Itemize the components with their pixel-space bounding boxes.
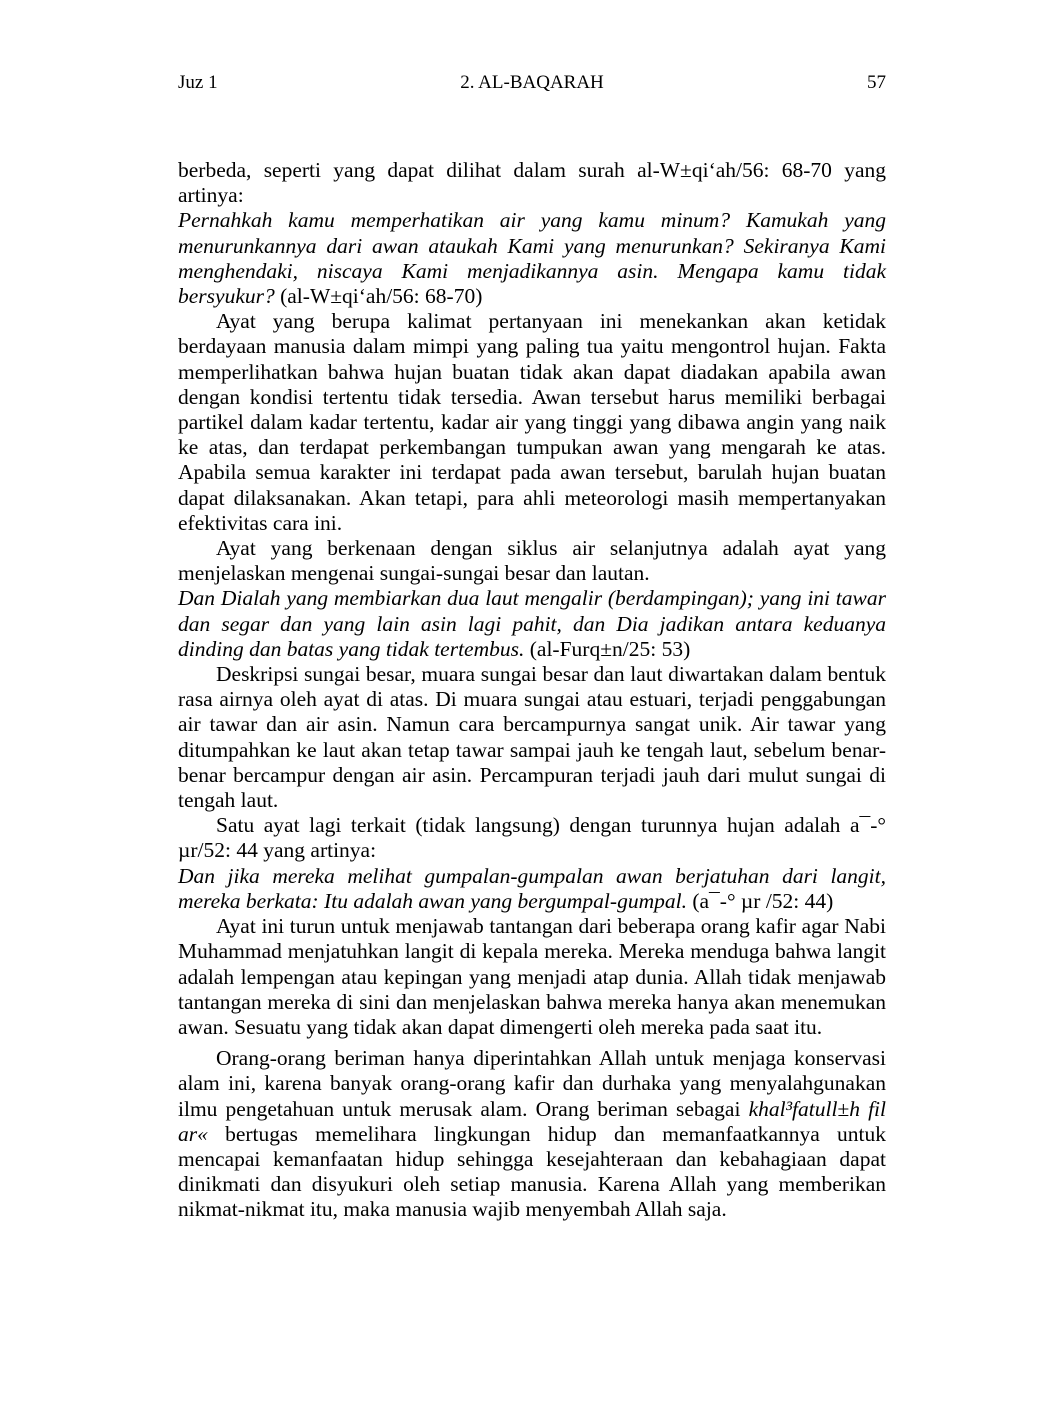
quote-2-text: Dan Dialah yang membiarkan dua laut mengalir (berdampingan); yang ini tawar dan segar dan yang lain asin lagi pahit, dan Dia jadikan antara keduanya dinding dan batas yang tidak tertembus. [178, 586, 886, 661]
paragraph-4: Deskripsi sungai besar, muara sungai besar dan laut diwartakan dalam bentuk rasa airnya oleh ayat di atas. Di muara sungai atau estuari, terjadi penggabungan air tawar dan air asin. Namun cara bercampurnya sangat unik. Air tawar yang ditumpahkan ke laut akan tetap tawar sampai jauh ke tengah laut, sebelum benar-benar bercampur dengan air asin. Percampuran terjadi jauh dari mulut sungai di tengah laut. [178, 662, 886, 813]
paragraph-5: Satu ayat lagi terkait (tidak langsung) dengan turunnya hujan adalah a¯-° µr/52: 44 yang artinya: [178, 813, 886, 863]
paragraph-1: berbeda, seperti yang dapat dilihat dalam surah al-W±qi‘ah/56: 68-70 yang artinya: [178, 158, 886, 208]
paragraph-7-start: Orang-orang beriman hanya diperintahkan Allah untuk menjaga konservasi alam ini, karena banyak orang-orang kafir dan durhaka yang menyalahgunakan ilmu pengetahuan untuk merusak alam. Orang beriman sebagai [178, 1046, 886, 1121]
juz-label: Juz 1 [178, 72, 218, 93]
chapter-title: 2. AL-BAQARAH [460, 72, 604, 93]
quran-quote-2 [178, 586, 886, 662]
paragraph-7-end: bertugas memelihara lingkungan hidup dan memanfaatkannya untuk mencapai kemanfaatan hidup sehingga kesejahteraan dan kebahagiaan dapat dinikmati dan disyukuri oleh setiap manusia. Karena Allah yang memberikan nikmat-nikmat itu, maka manusia wajib menyembah Allah saja. [178, 1121, 886, 1222]
body-text [178, 158, 886, 1223]
quote-1-reference: (al-W±qi‘ah/56: 68-70) [274, 284, 483, 309]
paragraph-7 [178, 1046, 886, 1222]
quote-3-text: Dan jika mereka melihat gumpalan-gumpalan awan berjatuhan dari langit, mereka berkata: Itu adalah awan yang bergumpal-gumpal. [178, 863, 886, 913]
paragraph-6: Ayat ini turun untuk menjawab tantangan dari beberapa orang kafir agar Nabi Muhammad menjatuhkan langit di kepala mereka. Mereka menduga bahwa langit adalah lempengan atau kepingan yang menjadi atap dunia. Allah tidak menjawab tantangan mereka di sini dan menjelaskan bahwa mereka hanya akan menemukan awan. Sesuatu yang tidak akan dapat dimengerti oleh mereka pada saat itu. [178, 914, 886, 1039]
paragraph-2: Ayat yang berupa kalimat pertanyaan ini menekankan akan ketidak berdayaan manusia dalam mimpi yang paling tua yaitu mengontrol hujan. Fakta memperlihatkan bahwa hujan buatan tidak akan dapat diadakan apabila awan dengan kondisi tertentu tidak tersedia. Awan tersebut harus memiliki berbagai partikel dalam kadar tertentu, kadar air yang tinggi yang dibawa angin yang naik ke atas, dan terdapat perkembangan tumpukan awan yang mengarah ke atas. Apabila semua karakter ini terdapat pada awan tersebut, barulah hujan buatan dapat dilaksanakan. Akan tetapi, para ahli meteorologi masih mempertanyakan efektivitas cara ini. [178, 309, 886, 535]
paragraph-7-term: khal³fatull±h fil ar« [178, 1096, 886, 1146]
page-number: 57 [867, 72, 886, 93]
paragraph-3: Ayat yang berkenaan dengan siklus air selanjutnya adalah ayat yang menjelaskan mengenai sungai-sungai besar dan lautan. [178, 536, 886, 586]
quote-3-reference: (a¯-° µr /52: 44) [686, 888, 834, 913]
quran-quote-1 [178, 208, 886, 309]
quran-quote-3 [178, 864, 886, 914]
page-header [178, 72, 886, 100]
quote-1-text: Pernahkah kamu memperhatikan air yang kamu minum? Kamukah yang menurunkannya dari awan ataukah Kami yang menurunkan? Sekiranya Kami menghendaki, niscaya Kami menjadikannya asin. Mengapa kamu tidak bersyukur? [178, 208, 886, 309]
quote-2-reference: (al-Furq±n/25: 53) [524, 636, 691, 661]
